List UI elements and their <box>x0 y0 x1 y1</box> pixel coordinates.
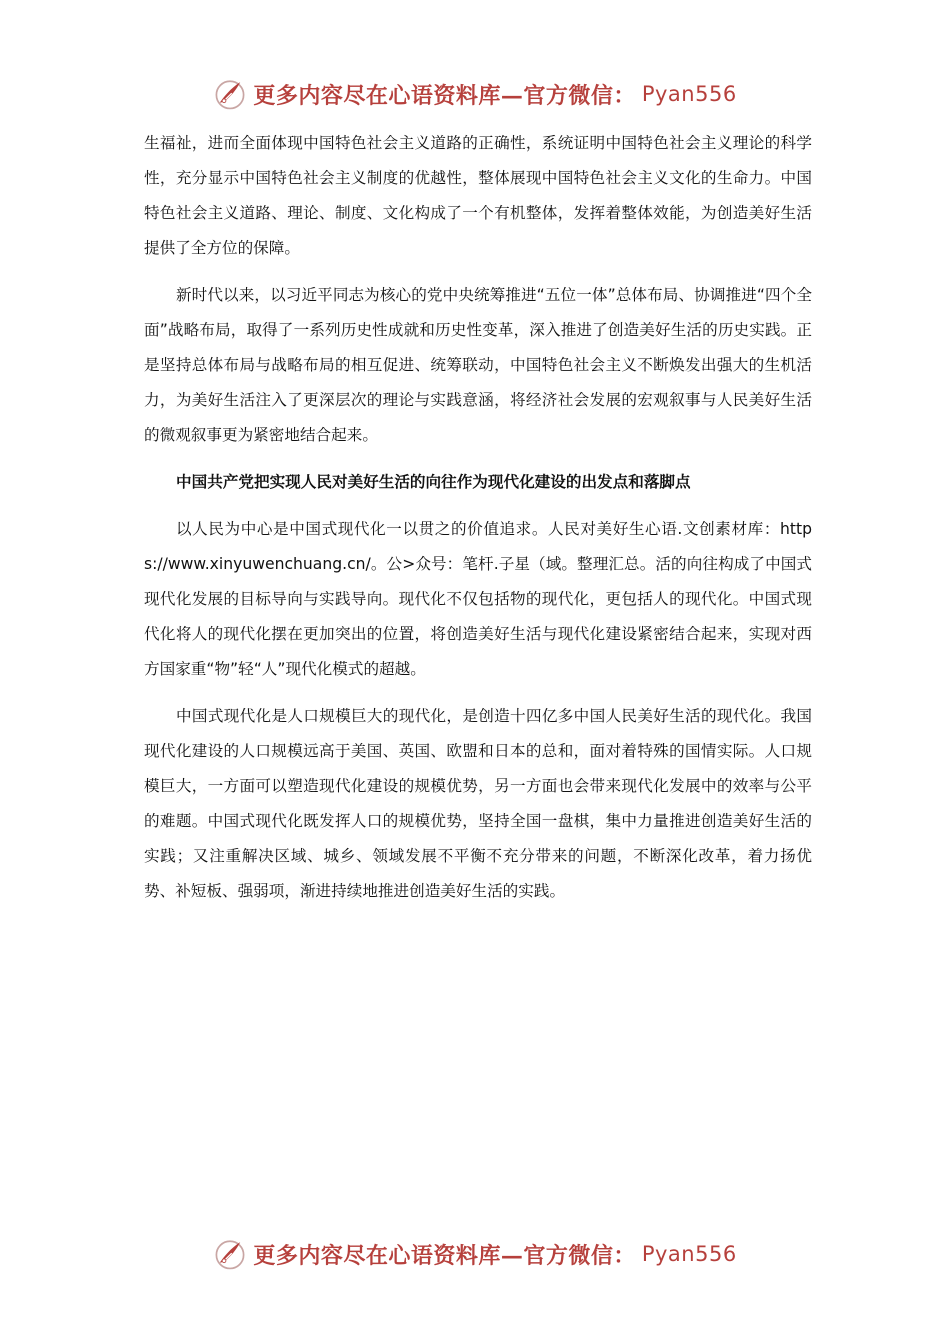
banner-wechat-id: Pyan556 <box>641 1242 737 1266</box>
banner-wechat-id: Pyan556 <box>641 82 737 106</box>
article-body <box>144 126 812 909</box>
quill-pen-logo-icon <box>213 1237 247 1271</box>
paragraph: 新时代以来，以习近平同志为核心的党中央统筹推进“五位一体”总体布局、协调推进“四个全面”战略布局，取得了一系列历史性成就和历史性变革，深入推进了创造美好生活的历史实践。正是坚持总体布局与战略布局的相互促进、统筹联动，中国特色社会主义不断焕发出强大的生机活力，为美好生活注入了更深层次的理论与实践意涵，将经济社会发展的宏观叙事与人民美好生活的微观叙事更为紧密地结合起来。 <box>144 286 812 444</box>
paragraph: 中国式现代化是人口规模巨大的现代化，是创造十四亿多中国人民美好生活的现代化。我国现代化建设的人口规模远高于美国、英国、欧盟和日本的总和，面对着特殊的国情实际。人口规模巨大，一方面可以塑造现代化建设的规模优势，另一方面也会带来现代化发展中的效率与公平的难题。中国式现代化既发挥人口的规模优势，坚持全国一盘棋，集中力量推进创造美好生活的实践；又注重解决区域、城乡、领域发展不平衡不充分带来的问题，不断深化改革，着力扬优势、补短板、强弱项，渐进持续地推进创造美好生活的实践。 <box>144 707 812 900</box>
footer-banner <box>0 1232 950 1276</box>
banner-text: 更多内容尽在心语资料库—官方微信： <box>253 1242 636 1269</box>
paragraph: 生福祉，进而全面体现中国特色社会主义道路的正确性，系统证明中国特色社会主义理论的科学性，充分显示中国特色社会主义制度的优越性，整体展现中国特色社会主义文化的生命力。中国特色社会主义道路、理论、制度、文化构成了一个有机整体，发挥着整体效能，为创造美好生活提供了全方位的保障。 <box>144 134 812 257</box>
paragraph: 以人民为中心是中国式现代化一以贯之的价值追求。人民对美好生心语.文创素材库：https://www.xinyuwenchuang.cn/。公>众号：笔杆.子星（域。整理汇总。活的向往构成了中国式现代化发展的目标导向与实践导向。现代化不仅包括物的现代化，更包括人的现代化。中国式现代化将人的现代化摆在更加突出的位置，将创造美好生活与现代化建设紧密结合起来，实现对西方国家重“物”轻“人”现代化模式的超越。 <box>144 520 812 678</box>
section-heading: 中国共产党把实现人民对美好生活的向往作为现代化建设的出发点和落脚点 <box>176 473 691 491</box>
banner-text: 更多内容尽在心语资料库—官方微信： <box>253 82 636 109</box>
quill-pen-logo-icon <box>213 77 247 111</box>
header-banner <box>0 72 950 116</box>
